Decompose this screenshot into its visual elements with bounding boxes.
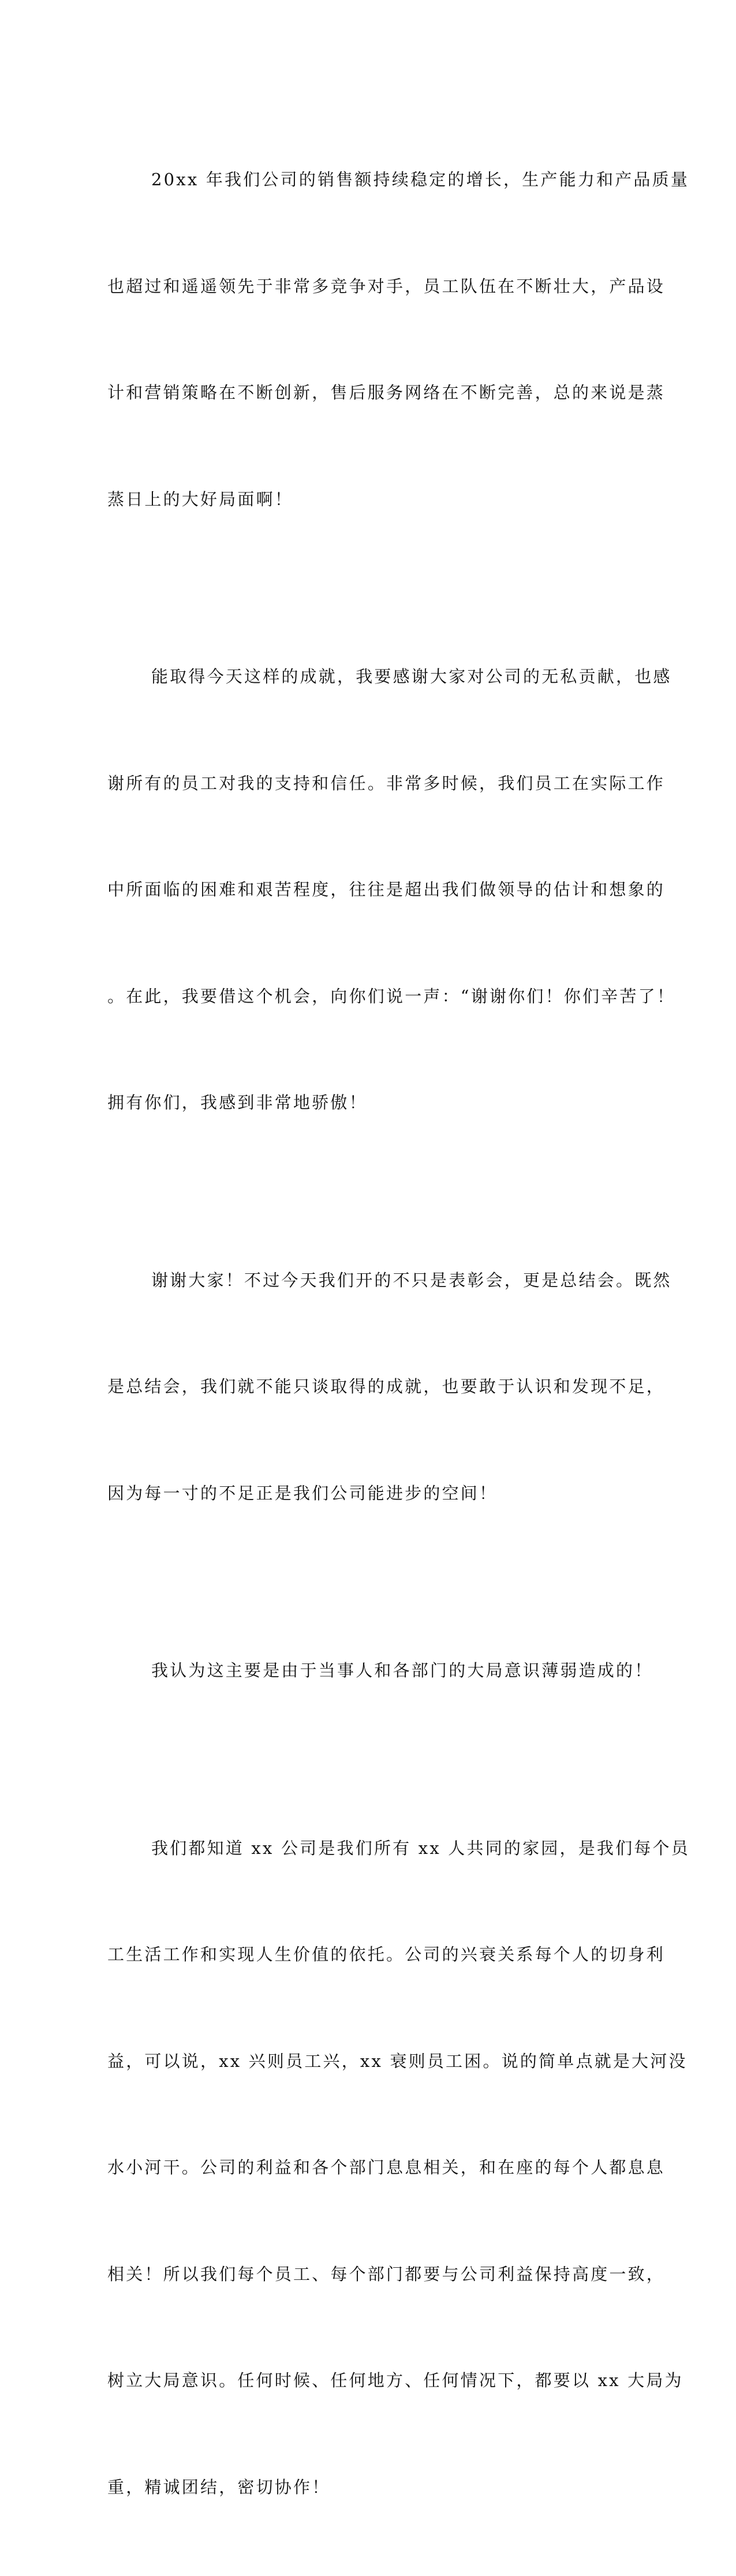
paragraph-line: 益，可以说，xx 兴则员工兴，xx 衰则员工困。说的简单点就是大河没 [107,2044,627,2080]
paragraph-1 [107,91,627,588]
paragraph-line: 计和营销策略在不断创新，售后服务网络在不断完善，总的来说是蒸 [107,375,627,411]
paragraph-line: 是总结会，我们就不能只谈取得的成就，也要敢于认识和发现不足， [107,1369,627,1405]
paragraph-line: 。在此，我要借这个机会，向你们说一声：“谢谢你们！你们辛苦了！ [107,979,627,1015]
paragraph-line: 工生活工作和实现人生价值的依托。公司的兴衰关系每个人的切身利 [107,1937,627,1973]
paragraph-5 [107,1760,627,2576]
paragraph-line: 谢所有的员工对我的支持和信任。非常多时候，我们员工在实际工作 [107,766,627,802]
paragraph-line: 我们都知道 xx 公司是我们所有 xx 人共同的家园，是我们每个员 [107,1831,627,1867]
paragraph-4 [107,1582,627,1760]
paragraph-line: 重，精诚团结，密切协作！ [107,2470,627,2506]
paragraph-line: 我认为这主要是由于当事人和各部门的大局意识薄弱造成的！ [107,1653,627,1689]
paragraph-line: 拥有你们，我感到非常地骄傲！ [107,1085,627,1121]
paragraph-line: 树立大局意识。任何时候、任何地方、任何情况下，都要以 xx 大局为 [107,2363,627,2399]
paragraph-line: 也超过和遥遥领先于非常多竞争对手，员工队伍在不断壮大，产品设 [107,269,627,305]
paragraph-3 [107,1192,627,1583]
document-body [107,91,627,2576]
paragraph-line: 20xx 年我们公司的销售额持续稳定的增长，生产能力和产品质量 [107,162,627,198]
paragraph-line: 谢谢大家！不过今天我们开的不只是表彰会，更是总结会。既然 [107,1263,627,1299]
paragraph-line: 能取得今天这样的成就，我要感谢大家对公司的无私贡献，也感 [107,659,627,695]
paragraph-line: 水小河干。公司的利益和各个部门息息相关，和在座的每个人都息息 [107,2150,627,2186]
paragraph-2 [107,588,627,1192]
document-page [0,0,736,952]
paragraph-line: 中所面临的困难和艰苦程度，往往是超出我们做领导的估计和想象的 [107,872,627,908]
paragraph-line: 相关！所以我们每个员工、每个部门都要与公司利益保持高度一致， [107,2257,627,2293]
paragraph-line: 因为每一寸的不足正是我们公司能进步的空间！ [107,1476,627,1512]
paragraph-line: 蒸日上的大好局面啊！ [107,482,627,518]
